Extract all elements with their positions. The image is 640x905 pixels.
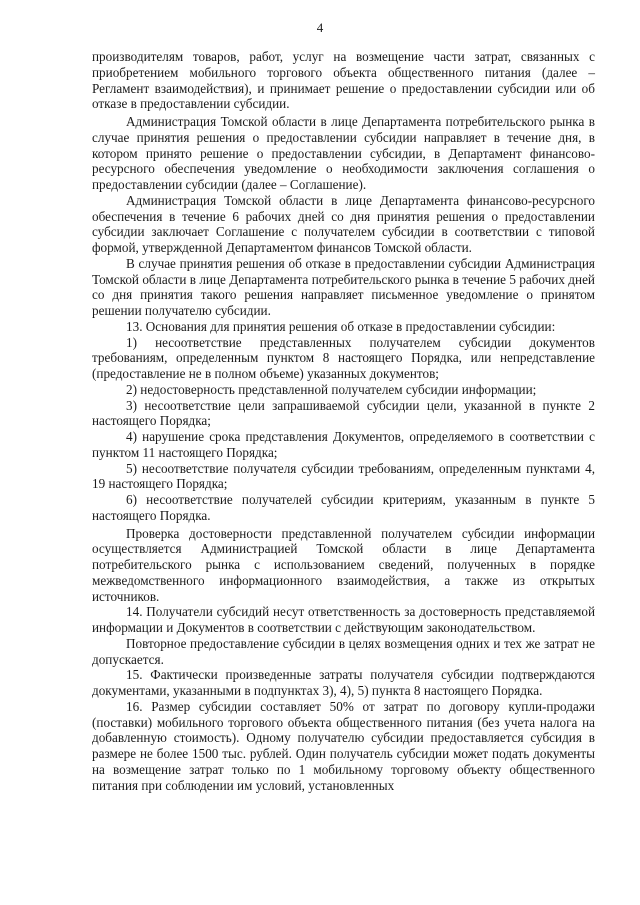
list-item-ground-2: 2) недостоверность представленной получателем субсидии информации; — [126, 381, 537, 397]
document-body — [92, 49, 595, 793]
list-item-ground-1: 1) несоответствие представленных получателем субсидии документов требованиям, определенным пунктом 8 настоящего Порядка, или непредставление (предоставление не в полном объеме) указанных документов; — [92, 334, 595, 381]
paragraph-no-repeat: Повторное предоставление субсидии в целях возмещения одних и тех же затрат не допускается. — [92, 635, 595, 667]
page-number: 4 — [316, 20, 324, 35]
list-item-ground-4: 4) нарушение срока представления Документов, определяемого в соответствии с пунктом 11 настоящего Порядка; — [92, 429, 595, 460]
paragraph-verification: Проверка достоверности представленной получателем субсидии информации осуществляется Администрацией Томской области в лице Департамента потребительского рынка с использованием сведений, полученных в порядке межведомственного информационного взаимодействия, а также из открытых источников. — [92, 525, 595, 604]
paragraph-section-14: 14. Получатели субсидий несут ответственность за достоверность представляемой информации и Документов в соответствии с действующим законодательством. — [92, 604, 595, 635]
paragraph-section-15: 15. Фактически произведенные затраты получателя субсидии подтверждаются документами, указанными в подпунктах 3), 4), 5) пункта 8 настоящего Порядка. — [92, 667, 595, 698]
paragraph-refusal-notice: В случае принятия решения об отказе в предоставлении субсидии Администрация Томской области в лице Департамента потребительского рынка в течение 5 рабочих дней со дня принятия такого решения направляет письменное уведомление о принятом решении получателю субсидии. — [92, 255, 595, 318]
paragraph-refusal-grounds-heading: 13. Основания для принятия решения об отказе в предоставлении субсидии: — [126, 318, 556, 334]
paragraph-agreement-conclusion: Администрация Томской области в лице Департамента финансово-ресурсного обеспечения в течение 6 рабочих дней со дня принятия решения о предоставлении субсидии заключает Соглашение с получателем субсидии в соответствии с типовой формой, утвержденной Департаментом финансов Томской области. — [92, 192, 595, 255]
paragraph-notification-decision: Администрация Томской области в лице Департамента потребительского рынка в случае принятия решения о предоставлении субсидии направляет в течение дня, в котором принято решение о предоставлении субсидии, в Департамент финансово-ресурсного обеспечения уведомление о необходимости заключения соглашения о предоставлении субсидии (далее – Соглашение). — [92, 114, 595, 192]
list-item-ground-6: 6) несоответствие получателей субсидии критериям, указанным в пункте 5 настоящего Порядка. — [92, 492, 595, 523]
paragraph-continuation: производителям товаров, работ, услуг на возмещение части затрат, связанных с приобретением мобильного торгового объекта общественного питания (далее – Регламент взаимодействия), и принимает решение о предоставлении субсидии или об отказе в предоставлении субсидии. — [92, 49, 595, 112]
paragraph-section-16: 16. Размер субсидии составляет 50% от затрат по договору купли-продажи (поставки) мобильного торгового объекта общественного питания (без учета налога на добавленную стоимость). Одному получателю субсидии предоставляется субсидия в размере не более 1500 тыс. рублей. Один получатель субсидии может подать документы на возмещение затрат только по 1 мобильному торговому объекту общественного питания при соблюдении им условий, установленных — [92, 698, 595, 793]
list-item-ground-3: 3) несоответствие цели запрашиваемой субсидии цели, указанной в пункте 2 настоящего Порядка; — [92, 397, 595, 429]
list-item-ground-5: 5) несоответствие получателя субсидии требованиям, определенным пунктами 4, 19 настоящего Порядка; — [92, 460, 595, 492]
